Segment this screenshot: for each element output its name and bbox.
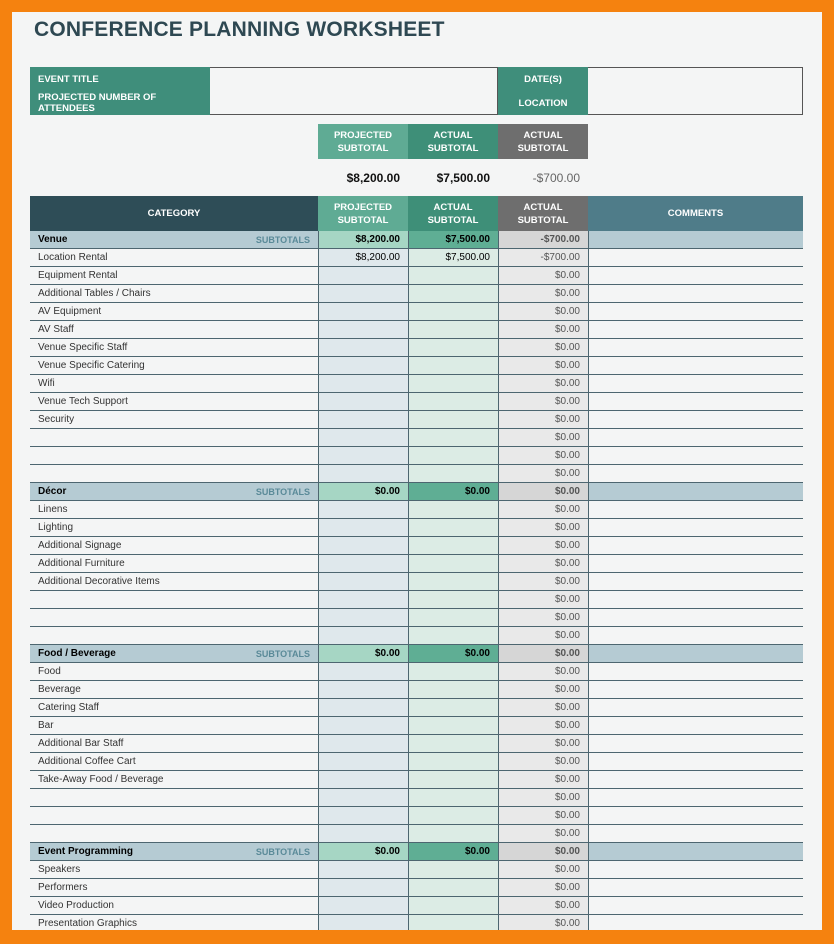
section-comments-cell[interactable] — [588, 645, 803, 662]
projected-header: PROJECTED SUBTOTAL — [318, 196, 408, 231]
section-comments-cell[interactable] — [588, 483, 803, 500]
comments-cell[interactable] — [588, 753, 803, 770]
actual-cell[interactable] — [408, 735, 498, 752]
table-row — [30, 267, 803, 285]
actual-cell[interactable] — [408, 609, 498, 626]
actual-cell[interactable] — [408, 411, 498, 428]
summary-actual-header: ACTUAL SUBTOTAL — [408, 124, 498, 159]
comments-cell[interactable] — [588, 699, 803, 716]
difference-cell: $0.00 — [498, 537, 588, 554]
comments-cell[interactable] — [588, 897, 803, 914]
difference-cell: $0.00 — [498, 321, 588, 338]
actual-cell[interactable] — [408, 861, 498, 878]
projected-cell[interactable] — [318, 735, 408, 752]
actual-cell[interactable] — [408, 663, 498, 680]
subtotals-label: SUBTOTALS — [255, 486, 310, 497]
projected-cell[interactable]: $8,200.00 — [318, 249, 408, 266]
section-name: Event Programming — [38, 846, 134, 857]
item-name-cell[interactable] — [30, 825, 318, 842]
actual-cell[interactable] — [408, 429, 498, 446]
item-name-cell[interactable]: Additional Signage — [38, 540, 122, 551]
comments-cell[interactable] — [588, 609, 803, 626]
comments-cell[interactable] — [588, 591, 803, 608]
difference-cell: $0.00 — [498, 807, 588, 824]
table-row — [30, 663, 803, 681]
actual-cell[interactable] — [408, 627, 498, 644]
section-actual-subtotal: $0.00 — [408, 483, 498, 500]
table-row — [30, 357, 803, 375]
item-name-cell[interactable]: Speakers — [38, 864, 81, 875]
projected-cell[interactable] — [318, 771, 408, 788]
actual-cell[interactable] — [408, 897, 498, 914]
projected-cell[interactable] — [318, 897, 408, 914]
comments-cell[interactable] — [588, 501, 803, 518]
attendees-field[interactable] — [210, 90, 498, 115]
dates-label: DATE(S) — [498, 67, 588, 91]
item-name-cell[interactable]: Location Rental — [38, 252, 108, 263]
section-projected-subtotal: $0.00 — [318, 483, 408, 500]
item-name-cell[interactable] — [30, 465, 318, 482]
event-title-label: EVENT TITLE — [30, 67, 210, 91]
difference-cell: $0.00 — [498, 735, 588, 752]
item-name-cell[interactable]: Food — [38, 666, 61, 677]
comments-cell[interactable] — [588, 537, 803, 554]
section-difference-subtotal: $0.00 — [498, 645, 588, 662]
section-name-cell — [30, 843, 318, 860]
table-row — [30, 393, 803, 411]
projected-cell[interactable] — [318, 303, 408, 320]
projected-cell[interactable] — [318, 501, 408, 518]
comments-cell[interactable] — [588, 285, 803, 302]
projected-cell[interactable] — [318, 789, 408, 806]
table-row — [30, 285, 803, 303]
actual-cell[interactable] — [408, 555, 498, 572]
difference-cell: $0.00 — [498, 627, 588, 644]
comments-cell[interactable] — [588, 915, 803, 930]
table-row — [30, 411, 803, 429]
actual-cell[interactable] — [408, 537, 498, 554]
summary-actual-value: $7,500.00 — [436, 171, 490, 185]
difference-cell: $0.00 — [498, 717, 588, 734]
difference-cell: $0.00 — [498, 573, 588, 590]
location-label: LOCATION — [498, 91, 588, 115]
table-row — [30, 681, 803, 699]
actual-cell[interactable] — [408, 447, 498, 464]
table-row — [30, 465, 803, 483]
table-row — [30, 339, 803, 357]
difference-cell: $0.00 — [498, 789, 588, 806]
difference-cell: $0.00 — [498, 303, 588, 320]
actual-cell[interactable] — [408, 717, 498, 734]
section-difference-subtotal: $0.00 — [498, 483, 588, 500]
difference-cell: $0.00 — [498, 861, 588, 878]
projected-cell[interactable] — [318, 285, 408, 302]
difference-cell: $0.00 — [498, 915, 588, 930]
section-projected-subtotal: $0.00 — [318, 645, 408, 662]
table-row — [30, 591, 803, 609]
difference-cell: $0.00 — [498, 699, 588, 716]
difference-cell: $0.00 — [498, 501, 588, 518]
projected-cell[interactable] — [318, 879, 408, 896]
table-row — [30, 321, 803, 339]
actual-cell[interactable] — [408, 681, 498, 698]
subtotals-label: SUBTOTALS — [255, 648, 310, 659]
actual-cell[interactable] — [408, 267, 498, 284]
projected-cell[interactable] — [318, 339, 408, 356]
item-name-cell[interactable]: Catering Staff — [38, 702, 99, 713]
table-row — [30, 861, 803, 879]
projected-cell[interactable] — [318, 681, 408, 698]
table-row — [30, 825, 803, 843]
difference-cell: $0.00 — [498, 393, 588, 410]
projected-cell[interactable] — [318, 699, 408, 716]
comments-cell[interactable] — [588, 789, 803, 806]
table-row — [30, 375, 803, 393]
table-row — [30, 447, 803, 465]
table-row — [30, 627, 803, 645]
comments-cell[interactable] — [588, 267, 803, 284]
actual-cell[interactable] — [408, 573, 498, 590]
section-actual-subtotal: $7,500.00 — [408, 231, 498, 248]
comments-cell[interactable] — [588, 879, 803, 896]
dates-field[interactable] — [588, 67, 803, 91]
comments-cell[interactable] — [588, 321, 803, 338]
actual-cell[interactable] — [408, 825, 498, 842]
actual-cell[interactable] — [408, 465, 498, 482]
item-name-cell[interactable]: Venue Specific Staff — [38, 342, 128, 353]
actual-cell[interactable] — [408, 807, 498, 824]
projected-cell[interactable] — [318, 753, 408, 770]
item-name-cell[interactable]: Performers — [38, 882, 88, 893]
section-name-cell — [30, 645, 318, 662]
item-name-cell[interactable] — [30, 789, 318, 806]
actual-cell[interactable] — [408, 753, 498, 770]
section-projected-subtotal: $0.00 — [318, 843, 408, 860]
comments-cell[interactable] — [588, 735, 803, 752]
actual-cell[interactable] — [408, 357, 498, 374]
actual-cell[interactable] — [408, 699, 498, 716]
section-difference-subtotal: -$700.00 — [498, 231, 588, 248]
projected-cell[interactable] — [318, 267, 408, 284]
difference-cell: $0.00 — [498, 375, 588, 392]
projected-cell[interactable] — [318, 321, 408, 338]
projected-cell[interactable] — [318, 429, 408, 446]
item-name-cell[interactable]: Video Production — [38, 900, 114, 911]
actual-cell[interactable] — [408, 321, 498, 338]
comments-header: COMMENTS — [588, 196, 803, 231]
projected-cell[interactable] — [318, 915, 408, 930]
table-row — [30, 501, 803, 519]
section-actual-subtotal: $0.00 — [408, 843, 498, 860]
table-row — [30, 771, 803, 789]
actual-cell[interactable] — [408, 339, 498, 356]
item-name-cell[interactable]: Wifi — [38, 378, 55, 389]
actual-cell[interactable] — [408, 771, 498, 788]
section-comments-cell[interactable] — [588, 843, 803, 860]
event-title-field[interactable] — [210, 67, 498, 91]
projected-cell[interactable] — [318, 825, 408, 842]
projected-cell[interactable] — [318, 609, 408, 626]
actual-cell[interactable] — [408, 591, 498, 608]
comments-cell[interactable] — [588, 357, 803, 374]
category-header: CATEGORY — [30, 196, 318, 231]
difference-cell: $0.00 — [498, 609, 588, 626]
actual-cell[interactable] — [408, 501, 498, 518]
comments-cell[interactable] — [588, 375, 803, 392]
difference-cell: $0.00 — [498, 465, 588, 482]
projected-cell[interactable] — [318, 717, 408, 734]
actual-cell[interactable] — [408, 393, 498, 410]
comments-cell[interactable] — [588, 393, 803, 410]
projected-cell[interactable] — [318, 663, 408, 680]
actual-header: ACTUAL SUBTOTAL — [408, 196, 498, 231]
projected-cell[interactable] — [318, 861, 408, 878]
comments-cell[interactable] — [588, 411, 803, 428]
table-row — [30, 519, 803, 537]
comments-cell[interactable] — [588, 627, 803, 644]
difference-cell: $0.00 — [498, 879, 588, 896]
item-name-cell[interactable]: Additional Bar Staff — [38, 738, 124, 749]
item-name-cell[interactable]: Linens — [38, 504, 68, 515]
difference-cell: $0.00 — [498, 591, 588, 608]
difference-cell: $0.00 — [498, 663, 588, 680]
summary-projected-value: $8,200.00 — [346, 171, 400, 185]
comments-cell[interactable] — [588, 681, 803, 698]
actual-cell[interactable] — [408, 879, 498, 896]
subtotals-label: SUBTOTALS — [255, 234, 310, 245]
table-row — [30, 879, 803, 897]
table-row — [30, 753, 803, 771]
item-name-cell[interactable]: AV Equipment — [38, 306, 102, 317]
difference-cell: $0.00 — [498, 519, 588, 536]
table-row — [30, 789, 803, 807]
difference-header: ACTUAL SUBTOTAL — [498, 196, 588, 231]
section-subtotal-row — [30, 645, 803, 663]
difference-cell: $0.00 — [498, 429, 588, 446]
difference-cell: $0.00 — [498, 753, 588, 770]
table-row — [30, 717, 803, 735]
projected-cell[interactable] — [318, 411, 408, 428]
item-name-cell[interactable]: AV Staff — [38, 324, 74, 335]
comments-cell[interactable] — [588, 861, 803, 878]
projected-cell[interactable] — [318, 591, 408, 608]
table-row — [30, 915, 803, 930]
section-name: Venue — [38, 234, 68, 245]
difference-cell: $0.00 — [498, 339, 588, 356]
item-name-cell[interactable]: Venue Specific Catering — [38, 360, 145, 371]
difference-cell: $0.00 — [498, 771, 588, 788]
section-name: Food / Beverage — [38, 648, 116, 659]
section-subtotal-row — [30, 483, 803, 501]
difference-cell: $0.00 — [498, 825, 588, 842]
section-projected-subtotal: $8,200.00 — [318, 231, 408, 248]
attendees-label: PROJECTED NUMBER OF ATTENDEES — [30, 91, 210, 115]
comments-cell[interactable] — [588, 249, 803, 266]
difference-cell: $0.00 — [498, 555, 588, 572]
item-name-cell[interactable]: Beverage — [38, 684, 81, 695]
section-difference-subtotal: $0.00 — [498, 843, 588, 860]
actual-cell[interactable]: $7,500.00 — [408, 249, 498, 266]
projected-cell[interactable] — [318, 807, 408, 824]
difference-cell: -$700.00 — [498, 249, 588, 266]
actual-cell[interactable] — [408, 789, 498, 806]
item-name-cell[interactable] — [30, 609, 318, 626]
item-name-cell[interactable]: Security — [38, 414, 75, 425]
actual-cell[interactable] — [408, 915, 498, 930]
comments-cell[interactable] — [588, 663, 803, 680]
location-field[interactable] — [588, 90, 803, 115]
table-row — [30, 735, 803, 753]
actual-cell[interactable] — [408, 303, 498, 320]
projected-cell[interactable] — [318, 573, 408, 590]
item-name-cell[interactable] — [30, 447, 318, 464]
comments-cell[interactable] — [588, 807, 803, 824]
difference-cell: $0.00 — [498, 357, 588, 374]
actual-cell[interactable] — [408, 375, 498, 392]
table-row — [30, 555, 803, 573]
section-actual-subtotal: $0.00 — [408, 645, 498, 662]
item-name-cell[interactable] — [30, 591, 318, 608]
section-name: Décor — [38, 486, 67, 497]
section-name-cell — [30, 231, 318, 248]
item-name-cell[interactable]: Presentation Graphics — [38, 918, 137, 929]
table-row — [30, 537, 803, 555]
item-name-cell[interactable]: Lighting — [38, 522, 74, 533]
summary-difference-value: -$700.00 — [532, 171, 580, 185]
page-title: CONFERENCE PLANNING WORKSHEET — [34, 18, 445, 41]
difference-cell: $0.00 — [498, 285, 588, 302]
comments-cell[interactable] — [588, 465, 803, 482]
actual-cell[interactable] — [408, 519, 498, 536]
comments-cell[interactable] — [588, 717, 803, 734]
item-name-cell[interactable]: Additional Furniture — [38, 558, 125, 569]
item-name-cell[interactable]: Venue Tech Support — [38, 396, 128, 407]
worksheet — [12, 12, 822, 930]
item-name-cell[interactable]: Take-Away Food / Beverage — [38, 774, 164, 785]
section-comments-cell[interactable] — [588, 231, 803, 248]
item-name-cell[interactable]: Equipment Rental — [38, 270, 118, 281]
table-row — [30, 609, 803, 627]
comments-cell[interactable] — [588, 519, 803, 536]
section-name-cell — [30, 483, 318, 500]
item-name-cell[interactable] — [30, 627, 318, 644]
difference-cell: $0.00 — [498, 447, 588, 464]
comments-cell[interactable] — [588, 573, 803, 590]
comments-cell[interactable] — [588, 339, 803, 356]
difference-cell: $0.00 — [498, 681, 588, 698]
item-name-cell[interactable] — [30, 429, 318, 446]
comments-cell[interactable] — [588, 429, 803, 446]
subtotals-label: SUBTOTALS — [255, 846, 310, 857]
table-row — [30, 573, 803, 591]
table-row — [30, 429, 803, 447]
actual-cell[interactable] — [408, 285, 498, 302]
projected-cell[interactable] — [318, 519, 408, 536]
item-name-cell[interactable]: Additional Coffee Cart — [38, 756, 136, 767]
difference-cell: $0.00 — [498, 267, 588, 284]
table-row — [30, 699, 803, 717]
table-row — [30, 897, 803, 915]
comments-cell[interactable] — [588, 825, 803, 842]
comments-cell[interactable] — [588, 555, 803, 572]
comments-cell[interactable] — [588, 303, 803, 320]
table-row — [30, 807, 803, 825]
table-row — [30, 303, 803, 321]
section-subtotal-row — [30, 231, 803, 249]
comments-cell[interactable] — [588, 447, 803, 464]
section-subtotal-row — [30, 843, 803, 861]
item-name-cell[interactable]: Additional Tables / Chairs — [38, 288, 151, 299]
projected-cell[interactable] — [318, 465, 408, 482]
comments-cell[interactable] — [588, 771, 803, 788]
item-name-cell[interactable]: Bar — [38, 720, 54, 731]
projected-cell[interactable] — [318, 447, 408, 464]
projected-cell[interactable] — [318, 393, 408, 410]
projected-cell[interactable] — [318, 537, 408, 554]
summary-projected-header: PROJECTED SUBTOTAL — [318, 124, 408, 159]
difference-cell: $0.00 — [498, 411, 588, 428]
summary-difference-header: ACTUAL SUBTOTAL — [498, 124, 588, 159]
projected-cell[interactable] — [318, 357, 408, 374]
projected-cell[interactable] — [318, 375, 408, 392]
table-row — [30, 249, 803, 267]
projected-cell[interactable] — [318, 627, 408, 644]
projected-cell[interactable] — [318, 555, 408, 572]
difference-cell: $0.00 — [498, 897, 588, 914]
item-name-cell[interactable] — [30, 807, 318, 824]
item-name-cell[interactable]: Additional Decorative Items — [38, 576, 160, 587]
